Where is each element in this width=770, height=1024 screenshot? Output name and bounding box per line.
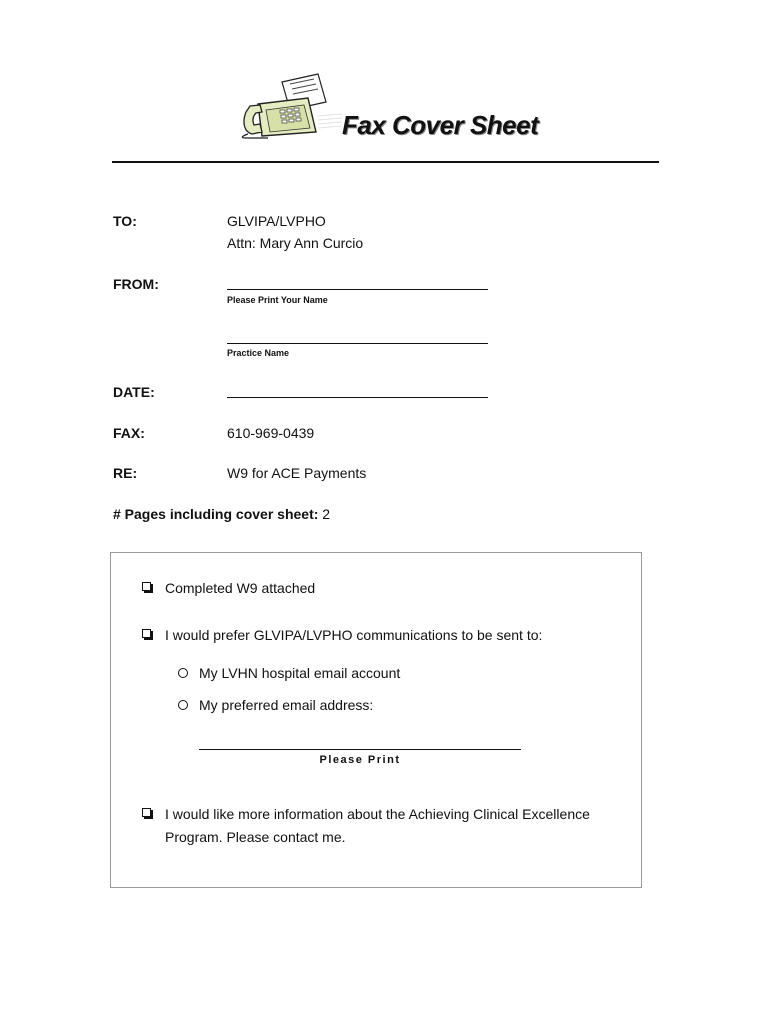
pages-value: 2 [322,506,331,522]
prefer-comms-label: I would prefer GLVIPA/LVPHO communications to be sent to: [165,627,543,643]
date-label: DATE: [113,384,155,400]
more-info-checkbox[interactable] [142,808,151,817]
re-label: RE: [113,465,138,481]
preferred-email-label: My preferred email address: [199,697,374,713]
preferred-email-field[interactable] [199,749,521,750]
fax-label: FAX: [113,425,145,441]
hospital-email-radio[interactable] [178,668,188,678]
fax-machine-icon [238,72,344,140]
preferred-email-radio[interactable] [178,700,188,710]
w9-attached-label: Completed W9 attached [165,580,316,596]
to-label: TO: [113,213,137,229]
date-field[interactable] [227,397,488,398]
from-name-caption: Please Print Your Name [227,295,328,305]
from-name-field[interactable] [227,289,488,290]
practice-name-field[interactable] [227,343,488,344]
header-divider [112,161,659,163]
fax-value: 610-969-0439 [227,425,315,441]
re-value: W9 for ACE Payments [227,465,367,481]
prefer-comms-checkbox[interactable] [142,629,151,638]
from-label: FROM: [113,276,159,292]
pages-label: # Pages including cover sheet: [113,506,319,522]
attn-value: Attn: Mary Ann Curcio [227,235,364,251]
page-title: Fax Cover Sheet [342,110,539,140]
practice-name-caption: Practice Name [227,348,290,358]
please-print-caption: Please Print [319,754,401,766]
hospital-email-label: My LVHN hospital email account [199,665,401,681]
more-info-label-line2: Program. Please contact me. [165,829,346,845]
pages-row [113,506,330,522]
w9-attached-checkbox[interactable] [142,582,151,591]
to-value: GLVIPA/LVPHO [227,213,326,229]
more-info-label-line1: I would like more information about the Achieving Clinical Excellence [165,806,590,822]
